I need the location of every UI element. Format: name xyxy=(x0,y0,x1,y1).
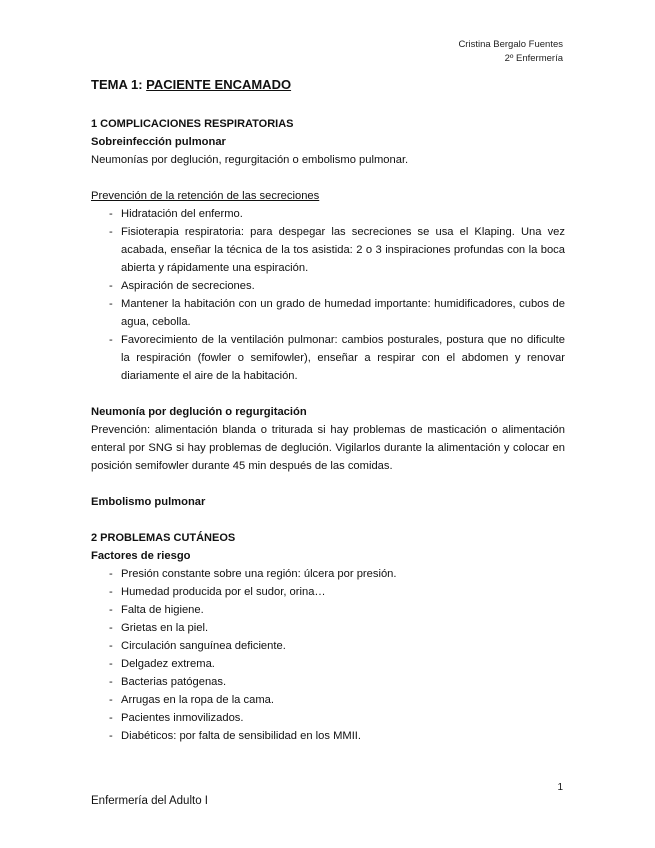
list-item: - Delgadez extrema. xyxy=(91,655,565,673)
title-prefix: TEMA 1: xyxy=(91,77,147,92)
list-item: - Diabéticos: por falta de sensibilidad en los MMII. xyxy=(91,727,565,745)
title-topic: PACIENTE ENCAMADO xyxy=(146,77,292,92)
course-label: 2º Enfermería xyxy=(504,53,563,64)
section-heading-cutaneous: 2 PROBLEMAS CUTÁNEOS xyxy=(91,532,236,544)
page-title xyxy=(91,75,565,95)
pneumonia-text: Prevención: alimentación blanda o triturada si hay problemas de masticación o alimentación enteral por SNG si hay problemas de deglución. Vigilarlos durante la alimentación y colocar en posición semifowler durante 45 min después de las comidas. xyxy=(91,424,565,472)
list-item: - Favorecimiento de la ventilación pulmonar: cambios posturales, postura que no dificulte la respiración (fowler o semifowler), enseñar a respirar con el abdomen y renovar diariamente el aire de la habitación. xyxy=(91,331,565,385)
list-item: - Mantener la habitación con un grado de humedad importante: humidificadores, cubos de agua, cebolla. xyxy=(91,295,565,331)
page-header xyxy=(458,38,563,66)
prevention-heading: Prevención de la retención de las secreciones xyxy=(91,190,320,202)
list-item: - Hidratación del enfermo. xyxy=(91,205,565,223)
subheading-embolism: Embolismo pulmonar xyxy=(91,496,206,508)
list-item: - Humedad producida por el sudor, orina… xyxy=(91,583,565,601)
list-item: - Circulación sanguínea deficiente. xyxy=(91,637,565,655)
list-item: - Grietas en la piel. xyxy=(91,619,565,637)
subheading-risk-factors: Factores de riesgo xyxy=(91,550,191,562)
subheading-pneumonia: Neumonía por deglución o regurgitación xyxy=(91,406,307,418)
list-item: - Aspiración de secreciones. xyxy=(91,277,565,295)
list-item: - Arrugas en la ropa de la cama. xyxy=(91,691,565,709)
document-body xyxy=(91,75,565,745)
list-item: - Fisioterapia respiratoria: para despegar las secreciones se usa el Klaping. Una vez acabada, enseñar la técnica de la tos asistida: 2 o 3 inspiraciones profundas con la boca abierta y rápidamente una espiración. xyxy=(91,223,565,277)
list-item: - Pacientes inmovilizados. xyxy=(91,709,565,727)
superinfection-text: Neumonías por deglución, regurgitación o embolismo pulmonar. xyxy=(91,154,409,166)
risk-factors-list xyxy=(91,565,565,745)
page-footer: Enfermería del Adulto I xyxy=(91,795,208,807)
section-heading-respiratory: 1 COMPLICACIONES RESPIRATORIAS xyxy=(91,118,294,130)
list-item: - Presión constante sobre una región: úlcera por presión. xyxy=(91,565,565,583)
subheading-superinfection: Sobreinfección pulmonar xyxy=(91,136,226,148)
page-number: 1 xyxy=(557,782,563,793)
prevention-list xyxy=(91,205,565,385)
list-item: - Bacterias patógenas. xyxy=(91,673,565,691)
author-name: Cristina Bergalo Fuentes xyxy=(458,39,563,50)
list-item: - Falta de higiene. xyxy=(91,601,565,619)
